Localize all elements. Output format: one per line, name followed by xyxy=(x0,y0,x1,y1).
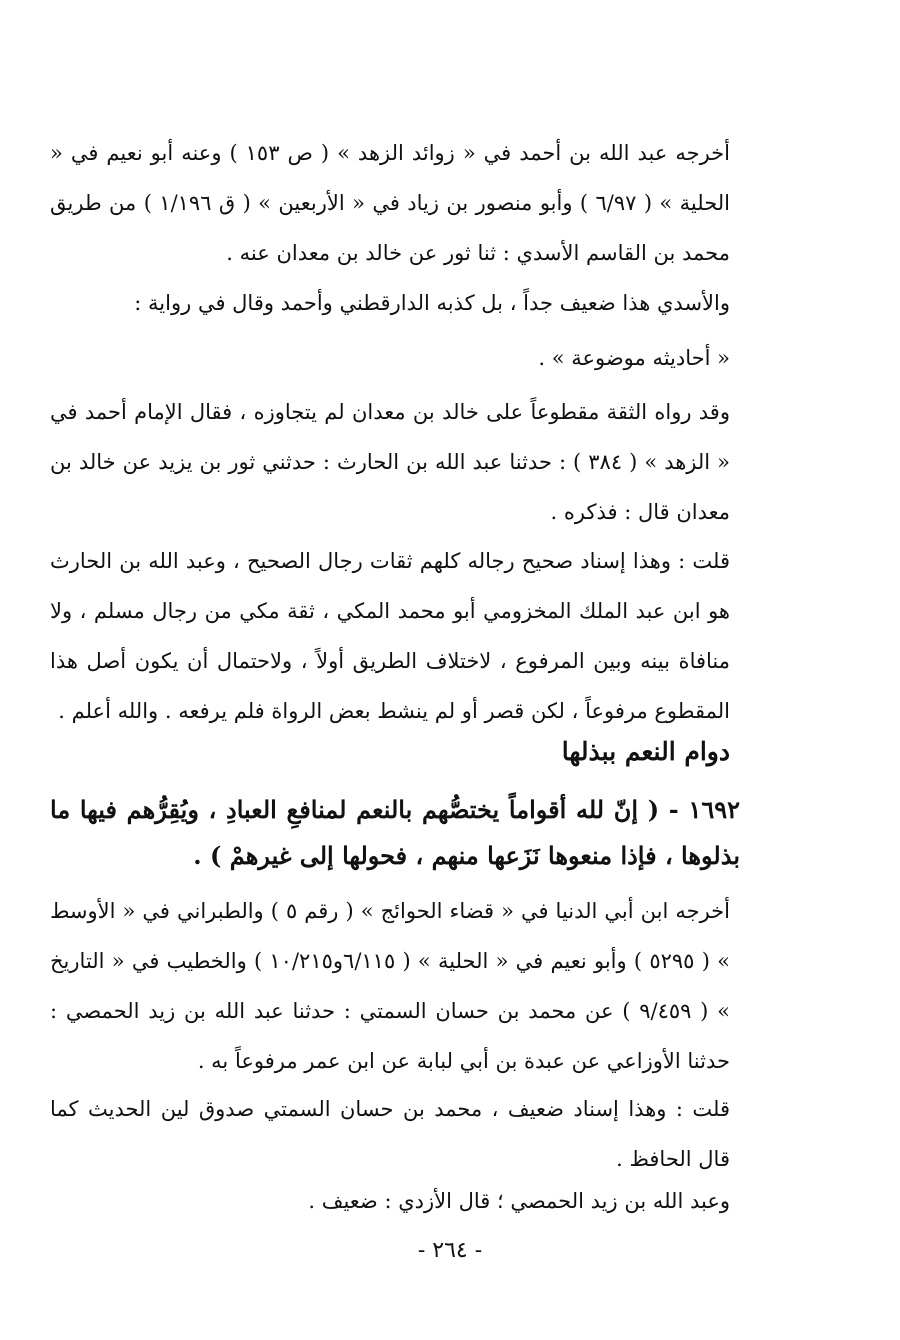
hadith-text: ١٦٩٢ - ( إنّ لله أقواماً يختصُّهم بالنعم لمنافعِ العبادِ ، ويُقِرُّهم فيها ما بذلوها ، فإذا منعوها نَزَعها منهم ، فحولها إلى غيرهمْ ) . xyxy=(50,795,740,870)
section-heading: دوام النعم ببذلها xyxy=(561,737,730,766)
paragraph-author-comment-1: قلت : وهذا إسناد صحيح رجاله كلهم ثقات رجال الصحيح ، وعبد الله بن الحارث هو ابن عبد الملك المخزومي أبو محمد المكي ، ثقة مكي من رجال مسلم ، ولا منافاة بينه وبين المرفوع ، لاختلاف الطريق أولاً ، ولاحتمال أن يكون أصل هذا المقطوع مرفوعاً ، لكن قصر أو لم ينشط بعض الرواة فلم يرفعه . والله أعلم . xyxy=(50,549,730,723)
paragraph-asadi-note: والأسدي هذا ضعيف جداً ، بل كذبه الدارقطني وأحمد وقال في رواية : xyxy=(134,291,730,315)
paragraph-takhrij-2: أخرجه ابن أبي الدنيا في « قضاء الحوائج » ( رقم ٥ ) والطبراني في « الأوسط » ( ٥٢٩٥ ) وأبو نعيم في « الحلية » ( ٦/١١٥و١٠/٢١٥ ) والخطيب في « التاريخ » ( ٩/٤٥٩ ) عن محمد بن حسان السمتي : حدثنا عبد الله بن زيد الحمصي : حدثنا الأوزاعي عن عبدة بن أبي لبابة عن ابن عمر مرفوعاً به . xyxy=(50,899,730,1073)
paragraph-takhrij-1: أخرجه عبد الله بن أحمد في « زوائد الزهد » ( ص ١٥٣ ) وعنه أبو نعيم في « الحلية » ( ٦/٩٧ ) وأبو منصور بن زياد في « الأربعين » ( ق ١/١٩٦ ) من طريق محمد بن القاسم الأسدي : ثنا ثور عن خالد بن معدان عنه . xyxy=(50,141,730,265)
paragraph-mursal-route: وقد رواه الثقة مقطوعاً على خالد بن معدان لم يتجاوزه ، فقال الإمام أحمد في « الزهد » ( ٣٨٤ ) : حدثنا عبد الله بن الحارث : حدثني ثور بن يزيد عن خالد بن معدان قال : فذكره . xyxy=(50,400,730,524)
page-number: - ٢٦٤ - xyxy=(417,1238,483,1263)
paragraph-narrator-note: وعبد الله بن زيد الحمصي ؛ قال الأزدي : ضعيف . xyxy=(308,1189,730,1213)
paragraph-quote: « أحاديثه موضوعة » . xyxy=(538,346,730,370)
paragraph-author-comment-2: قلت : وهذا إسناد ضعيف ، محمد بن حسان السمتي صدوق لين الحديث كما قال الحافظ . xyxy=(50,1097,730,1171)
